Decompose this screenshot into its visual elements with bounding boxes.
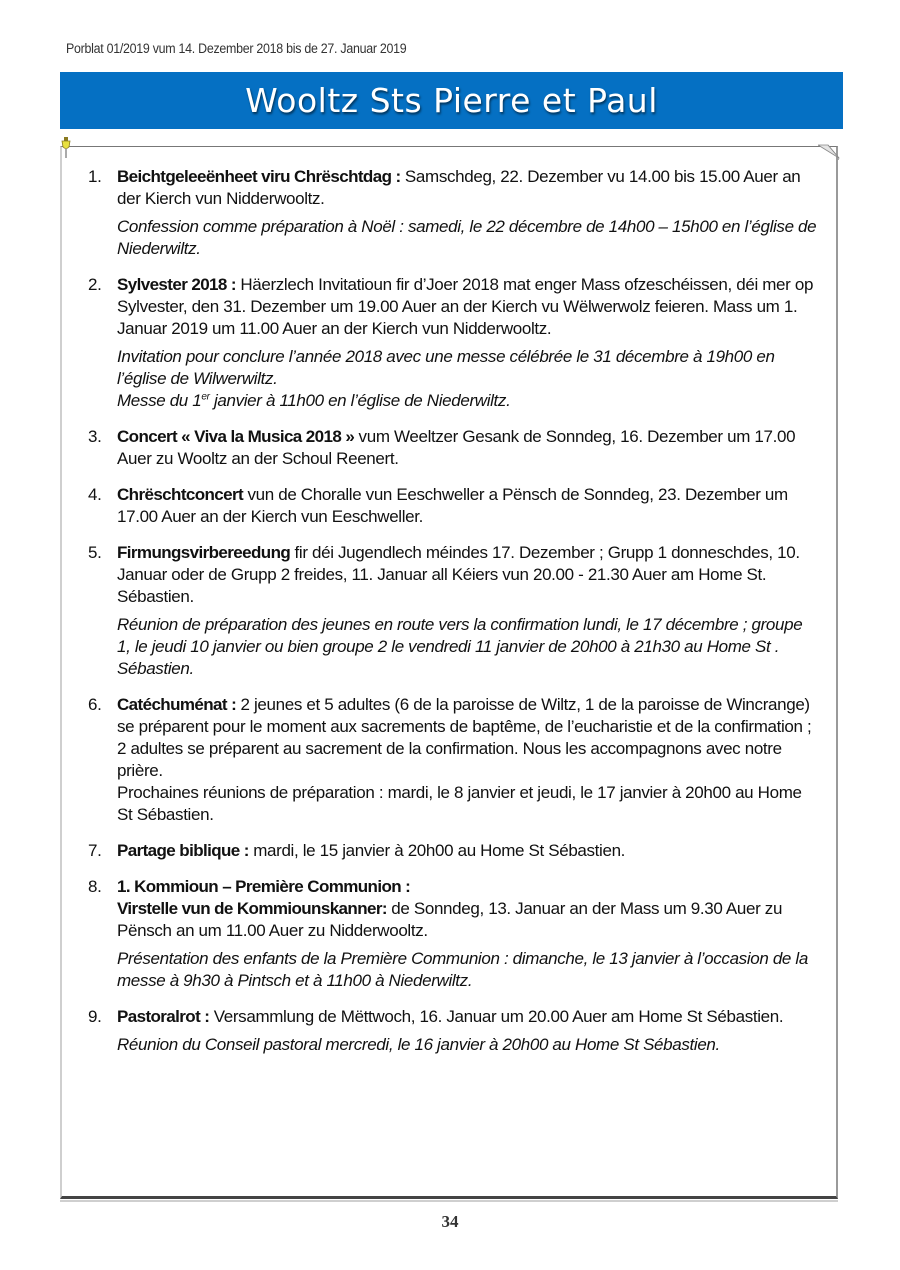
item-number: 9. bbox=[88, 1007, 102, 1026]
list-item bbox=[88, 484, 818, 528]
item-text: vun de Choralle vun Eeschweller a Pënsch de Sonndeg, 23. Dezember um 17.00 Auer an der Kierch vun Eeschweller. bbox=[117, 485, 788, 526]
item-title: Catéchuménat : bbox=[117, 695, 237, 714]
item-text: de Sonndeg, 13. Januar an der Mass um 9.30 Auer zu Pënsch an um 11.00 Auer zu Nidderwooltz. bbox=[117, 899, 783, 940]
list-item bbox=[88, 166, 818, 260]
item-number: 8. bbox=[88, 877, 102, 896]
page-curl-icon bbox=[818, 144, 840, 160]
item-number: 3. bbox=[88, 427, 102, 446]
item-text: Samschdeg, 22. Dezember vu 14.00 bis 15.00 Auer an der Kierch vun Nidderwooltz. bbox=[117, 167, 801, 208]
item-text: fir déi Jugendlech méindes 17. Dezember ; Grupp 1 donneschdes, 10. Januar oder de Grupp 2 freides, 11. Januar all Kéiers vun 20.00 - 21.30 Auer am Home St. Sébastien. bbox=[117, 543, 800, 606]
item-french: Confession comme préparation à Noël : samedi, le 22 décembre de 14h00 – 15h00 en l’église de Niederwiltz. bbox=[117, 217, 817, 258]
list-item bbox=[88, 840, 818, 862]
item-text: Versammlung de Mëttwoch, 16. Januar um 20.00 Auer am Home St Sébastien. bbox=[209, 1007, 784, 1026]
list-item bbox=[88, 1006, 818, 1056]
section-banner bbox=[60, 72, 843, 129]
item-french: Invitation pour conclure l’année 2018 avec une messe célébrée le 31 décembre à 19h00 en l’église de Wilwerwiltz. bbox=[117, 347, 775, 388]
item-number: 4. bbox=[88, 485, 102, 504]
item-number: 7. bbox=[88, 841, 102, 860]
item-text: mardi, le 15 janvier à 20h00 au Home St Sébastien. bbox=[248, 841, 626, 860]
list-item bbox=[88, 542, 818, 680]
list-item bbox=[88, 274, 818, 412]
item-heading: 1. Kommioun – Première Communion : bbox=[117, 877, 411, 896]
item-title: Partage biblique : bbox=[117, 841, 249, 860]
item-text: Häerzlech Invitatioun fir d’Joer 2018 mat enger Mass ofzeschéissen, déi mer op Sylvester, den 31. Dezember um 19.00 Auer an der Kierch vu Wëlwerwolz feieren. Mass um 1. Januar 2019 um 11.00 Auer an der Kierch vun Nidderwooltz. bbox=[117, 275, 814, 338]
item-title: Concert « Viva la Musica 2018 » bbox=[117, 427, 355, 446]
pushpin-icon bbox=[61, 137, 71, 159]
page-title: Wooltz Sts Pierre et Paul bbox=[245, 81, 658, 120]
item-number: 5. bbox=[88, 543, 102, 562]
item-french: Réunion du Conseil pastoral mercredi, le 16 janvier à 20h00 au Home St Sébastien. bbox=[117, 1035, 720, 1054]
item-title: Firmungsvirbereedung bbox=[117, 543, 291, 562]
item-number: 6. bbox=[88, 695, 102, 714]
page-number: 34 bbox=[441, 1212, 459, 1231]
item-text: 2 jeunes et 5 adultes (6 de la paroisse de Wiltz, 1 de la paroisse de Wincrange) se préparent pour le moment aux sacrements de baptême, de l’eucharistie et de la confirmation ; 2 adultes se préparent au sacrement de la confirmation. Nous les accompagnons avec notre prière. bbox=[117, 695, 812, 780]
item-title: Virstelle vun de Kommiounskanner: bbox=[117, 899, 387, 918]
item-french: Présentation des enfants de la Première Communion : dimanche, le 13 janvier à l’occasion de la messe à 9h30 à Pintsch et à 11h00 à Niederwiltz. bbox=[117, 949, 808, 990]
item-text-2: Prochaines réunions de préparation : mardi, le 8 janvier et jeudi, le 17 janvier à 20h00 au Home St Sébastien. bbox=[117, 783, 802, 824]
announcement-list bbox=[88, 166, 818, 1070]
item-french-2-prefix: Messe du 1 bbox=[117, 391, 202, 410]
item-title: Beichtgeleeënheet viru Chrëschtdag : bbox=[117, 167, 401, 186]
item-title: Sylvester 2018 : bbox=[117, 275, 236, 294]
list-item bbox=[88, 876, 818, 992]
list-item bbox=[88, 426, 818, 470]
item-french-2 bbox=[117, 390, 818, 412]
item-french: Réunion de préparation des jeunes en route vers la confirmation lundi, le 17 décembre ; groupe 1, le jeudi 10 janvier ou bien groupe 2 le vendredi 11 janvier de 20h00 à 21h30 au Home St . Sébastien. bbox=[117, 615, 803, 678]
item-number: 1. bbox=[88, 167, 102, 186]
item-number: 2. bbox=[88, 275, 102, 294]
running-head: Porblat 01/2019 vum 14. Dezember 2018 bis de 27. Januar 2019 bbox=[66, 41, 407, 56]
list-item bbox=[88, 694, 818, 826]
ordinal-suffix: er bbox=[201, 391, 210, 403]
item-french-2-suffix: janvier à 11h00 en l’église de Niederwiltz. bbox=[209, 391, 511, 410]
item-title: Pastoralrot : bbox=[117, 1007, 210, 1026]
item-title: Chrëschtconcert bbox=[117, 485, 244, 504]
item-text: vum Weeltzer Gesank de Sonndeg, 16. Dezember um 17.00 Auer zu Wooltz an der Schoul Reenert. bbox=[117, 427, 796, 468]
